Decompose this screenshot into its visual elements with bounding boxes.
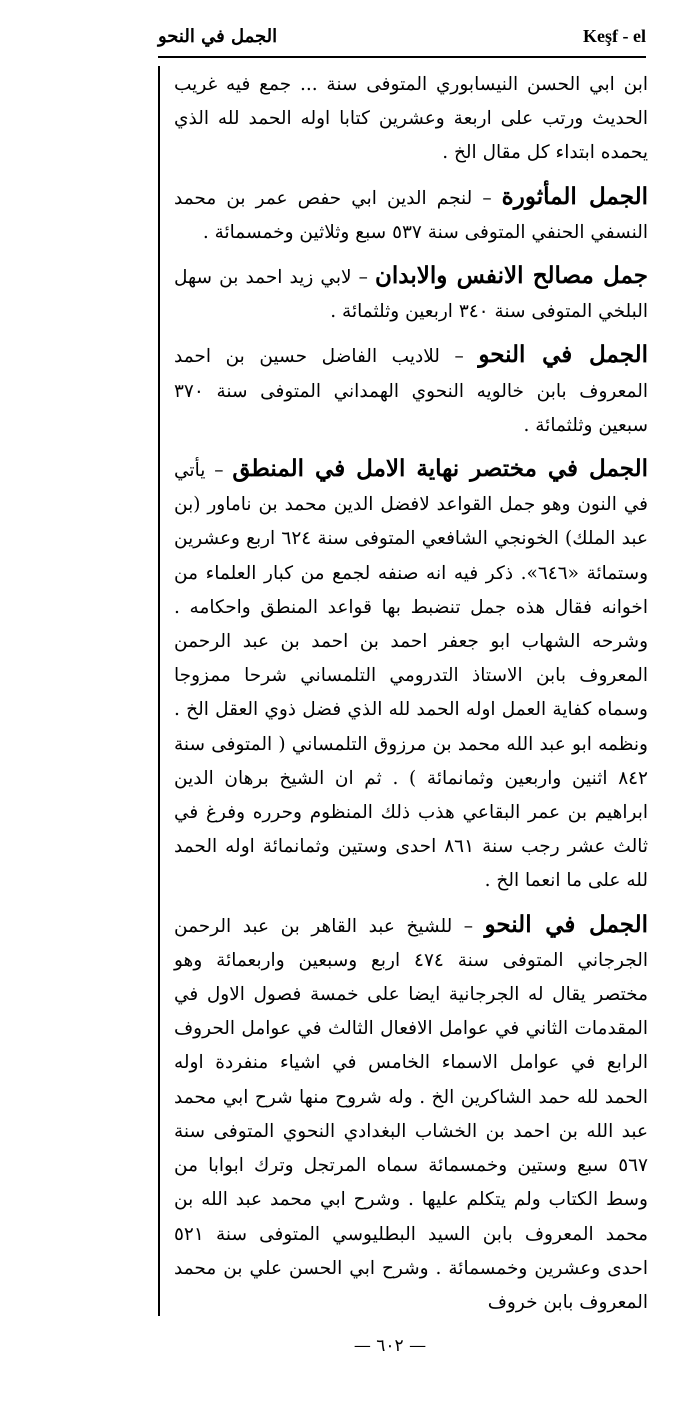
entry-body: – لابي زيد احمد بن سهل البلخي المتوفى سنة ٣٤٠ اربعين وثلثمائة . xyxy=(174,267,648,323)
entry-headword: الجمل في النحو xyxy=(478,341,648,369)
entry-headword: الجمل في مختصر نهاية الامل في المنطق xyxy=(232,455,648,483)
entry-headword: الجمل في النحو xyxy=(484,910,648,938)
entry-headword: جمل مصالح الانفس والابدان xyxy=(375,262,648,290)
entry-headword: الجمل المأثورة xyxy=(501,182,648,210)
entry-al-jumal-fi-al-nahw-ibn-khalawayh xyxy=(174,338,648,443)
book-tag: Keşf - el xyxy=(583,26,646,46)
entry-al-jumal-fi-mukhtasar xyxy=(174,452,648,899)
running-title: الجمل في النحو xyxy=(158,26,278,47)
entry-body: – يأتي في النون وهو جمل القواعد لافضل الدين محمد بن ناماور (بن عبد الملك) الخونجي الشافعي المتوفى سنة ٦٢٤ اربع وعشرين وستمائة «٦٤٦». ذكر فيه انه صنفه لجمع من كبار العلماء من اخوانه فقال هذه جمل تنضبط بها قواعد المنطق واحكامه . وشرحه الشهاب ابو جعفر احمد بن احمد بن عبد الرحمن المعروف بابن الاستاذ التدرومي التلمساني شرحا ممزوجا وسماه كفاية العمل اوله الحمد لله الذي فضل ذوي العقل الخ . ونظمه ابو عبد الله محمد بن مرزوق التلمساني ( المتوفى سنة ٨٤٢ اثنين واربعين وثمانمائة ) . ثم ان الشيخ برهان الدين ابراهيم بن عمر البقاعي هذب ذلك المنظوم وحرره وفرغ في ثالث عشر رجب سنة ٨٦١ احدى وستين وثمانمائة اوله الحمد لله على ما انعما الخ . xyxy=(174,460,648,892)
entries-list xyxy=(174,66,648,1316)
entry-body: ابن ابي الحسن النيسابوري المتوفى سنة ... جمع فيه غريب الحديث ورتب على اربعة وعشرين كتابا اوله الحمد لله الذي يحمده ابتداء كل مقال الخ . xyxy=(174,74,648,164)
entry-al-jumal-al-mathura xyxy=(174,180,648,250)
entry-al-jumal-fi-al-nahw-jurjani xyxy=(174,908,648,1316)
entry-body: – لنجم الدين ابي حفص عمر بن محمد النسفي الحنفي المتوفى سنة ٥٣٧ سبع وثلاثين وخمسمائة . xyxy=(174,187,648,243)
entry-body: – للاديب الفاضل حسين بن احمد المعروف بابن خالويه النحوي الهمداني المتوفى سنة ٣٧٠ سبعين وثلثمائة . xyxy=(174,346,648,436)
page-number: — ٦٠٢ — xyxy=(353,1336,427,1356)
header-rule xyxy=(158,56,646,58)
entry-jumal-masalih xyxy=(174,259,648,329)
entry-continuation xyxy=(174,66,648,171)
entry-body: – للشيخ عبد القاهر بن عبد الرحمن الجرجاني المتوفى سنة ٤٧٤ اربع وسبعين واربعمائة وهو مختصر يقال له الجرجانية ايضا على خمسة فصول الاول في المقدمات الثاني في عوامل الافعال الثالث في عوامل الحروف الرابع في عوامل الاسماء الخامس في اشياء منفردة اوله الحمد لله حمد الشاكرين الخ . وله شروح منها شرح ابي محمد عبد الله بن احمد بن الخشاب البغدادي النحوي المتوفى سنة ٥٦٧ سبع وستين وخمسمائة سماه المرتجل وترك ابوابا من وسط الكتاب ولم يتكلم عليها . وشرح ابي محمد عبد الله بن محمد المعروف بابن السيد البطليوسي المتوفى سنة ٥٢١ احدى وعشرين وخمسمائة . وشرح ابي الحسن علي بن محمد المعروف بابن خروف xyxy=(174,915,648,1313)
text-column xyxy=(158,66,648,1316)
running-header xyxy=(158,22,646,54)
